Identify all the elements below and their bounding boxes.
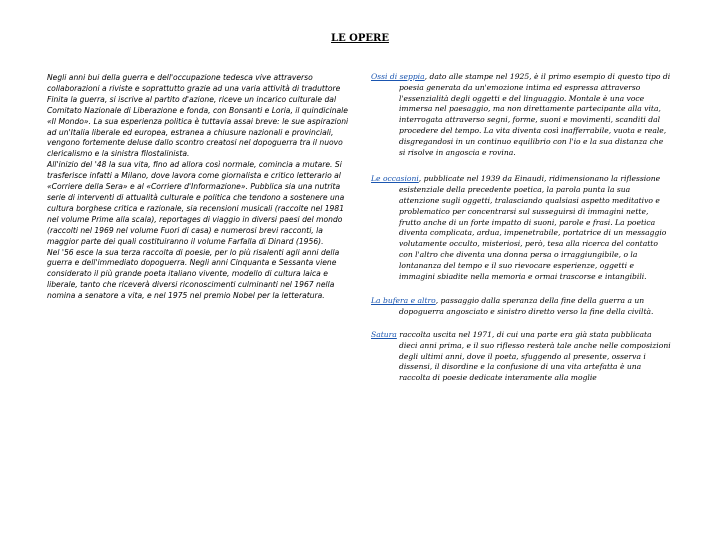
work-entry-la-bufera <box>371 296 671 318</box>
work-entry-satura <box>371 330 671 384</box>
biography-text <box>47 73 352 302</box>
biography-paragraph: All'inizio del '48 la sua vita, fino ad allora così normale, comincia a mutare. Si trasferisce infatti a Milano, dove lavora come giornalista e critico letterario al «Corriere della Sera» e al «Corriere d'Informazione». Pubblica sia una nutrita serie di interventi di attualità culturale e politica che tendono a sostenere una cultura borghese critica e razionale, sia recensioni musicali (raccolte nel 1981 nel volume Prime alla scala), reportages di viaggio in diversi paesi del mondo (raccolti nel 1969 nel volume Fuori di casa) e numerosi brevi racconti, la maggior parte dei quali costituiranno il volume Farfalla di Dinard (1956). <box>47 160 345 246</box>
work-description: , dato alle stampe nel 1925, è il primo esempio di questo tipo di poesia generata da un'emozione intima ed espressa attraverso l'essenzialità degli oggetti e del linguaggio. Montale è una voce immersa nel paesaggio, ma non direttamente partecipante alla vita, interrogata attraverso segni, forme, suoni e movimenti, scanditi dal procedere del tempo. La vita diventa così inafferrabile, vuota e reale, disgregandosi in un continuo equilibrio con l'io e la sua distanza che si risolve in angoscia e rovina. <box>399 72 671 157</box>
works-list <box>371 72 671 396</box>
work-entry-le-occasioni <box>371 174 671 282</box>
page-title: LE OPERE <box>331 33 389 44</box>
work-link-ossi-di-seppia[interactable]: Ossi di seppia <box>371 72 425 81</box>
work-link-satura[interactable]: Satura <box>371 329 397 339</box>
biography-paragraph: Finita la guerra, si iscrive al partito d'azione, riceve un incarico culturale dal Comitato Nazionale di Liberazione e fonda, con Bonsanti e Loria, il quindicinale «Il Mondo». La sua esperienza politica è tuttavia assai breve: le sue aspirazioni ad un'Italia liberale ed europea, estranea a chiusure nazionali e provinciali, vengono fortemente deluse dallo scontro creatosi nel dopoguerra tra il nuovo clericalismo e la sinistra filostalinista. <box>47 94 349 159</box>
biography-paragraph: Negli anni bui della guerra e dell'occupazione tedesca vive attraverso collaborazioni a riviste e soprattutto grazie ad una varia attività di traduttore <box>47 73 341 93</box>
work-description: , passaggio dalla speranza della fine della guerra a un dopoguerra angosciato e sinistro diretto verso la fine della civiltà. <box>399 296 654 317</box>
work-link-la-bufera[interactable]: La bufera e altro <box>371 296 436 306</box>
work-entry-ossi-di-seppia <box>371 72 671 158</box>
work-description: raccolta uscita nel 1971, di cui una parte era già stata pubblicata dieci anni prima, e il suo riflesso resterà tale anche nelle composizioni degli ultimi anni, dove il poeta, sfuggendo al presente, osserva i dissensi, il disordine e la confusione di una vita artefatta è una raccolta di poesie dedicate interamente alla moglie <box>396 329 671 383</box>
work-description: , pubblicate nel 1939 da Einaudi, ridimensionano la riflessione esistenziale della precedente poetica, la parola punta la sua attenzione sugli oggetti, tralasciando qualsiasi aspetto meditativo e problematico per concentrarsi sul susseguirsi di immagini nette, frutto anche di un forte impatto di suoni, parole e frasi. La poetica diventa complicata, ardua, impenetrabile, portatrice di un messaggio volutamente occulto, misteriosi, però, tesa alla ricerca del contatto con l'altro che diventa una donna persa o irraggiungibile, o la lontananza del tempo e il suo rievocare esperienze, oggetti e immagini sbiadite nella memoria e ormai trascorse e intangibili. <box>399 174 667 281</box>
work-link-le-occasioni[interactable]: Le occasioni <box>371 174 419 184</box>
biography-paragraph: Nel '56 esce la sua terza raccolta di poesie, per lo più risalenti agli anni della guerra e dell'immediato dopoguerra. Negli anni Cinquanta e Sessanta viene considerato il più grande poeta italiano vivente, modello di cultura laica e liberale, tanto che riceverà diversi riconoscimenti culminanti nel 1967 nella nomina a senatore a vita, e nel 1975 nel premio Nobel per la letteratura. <box>47 247 340 301</box>
